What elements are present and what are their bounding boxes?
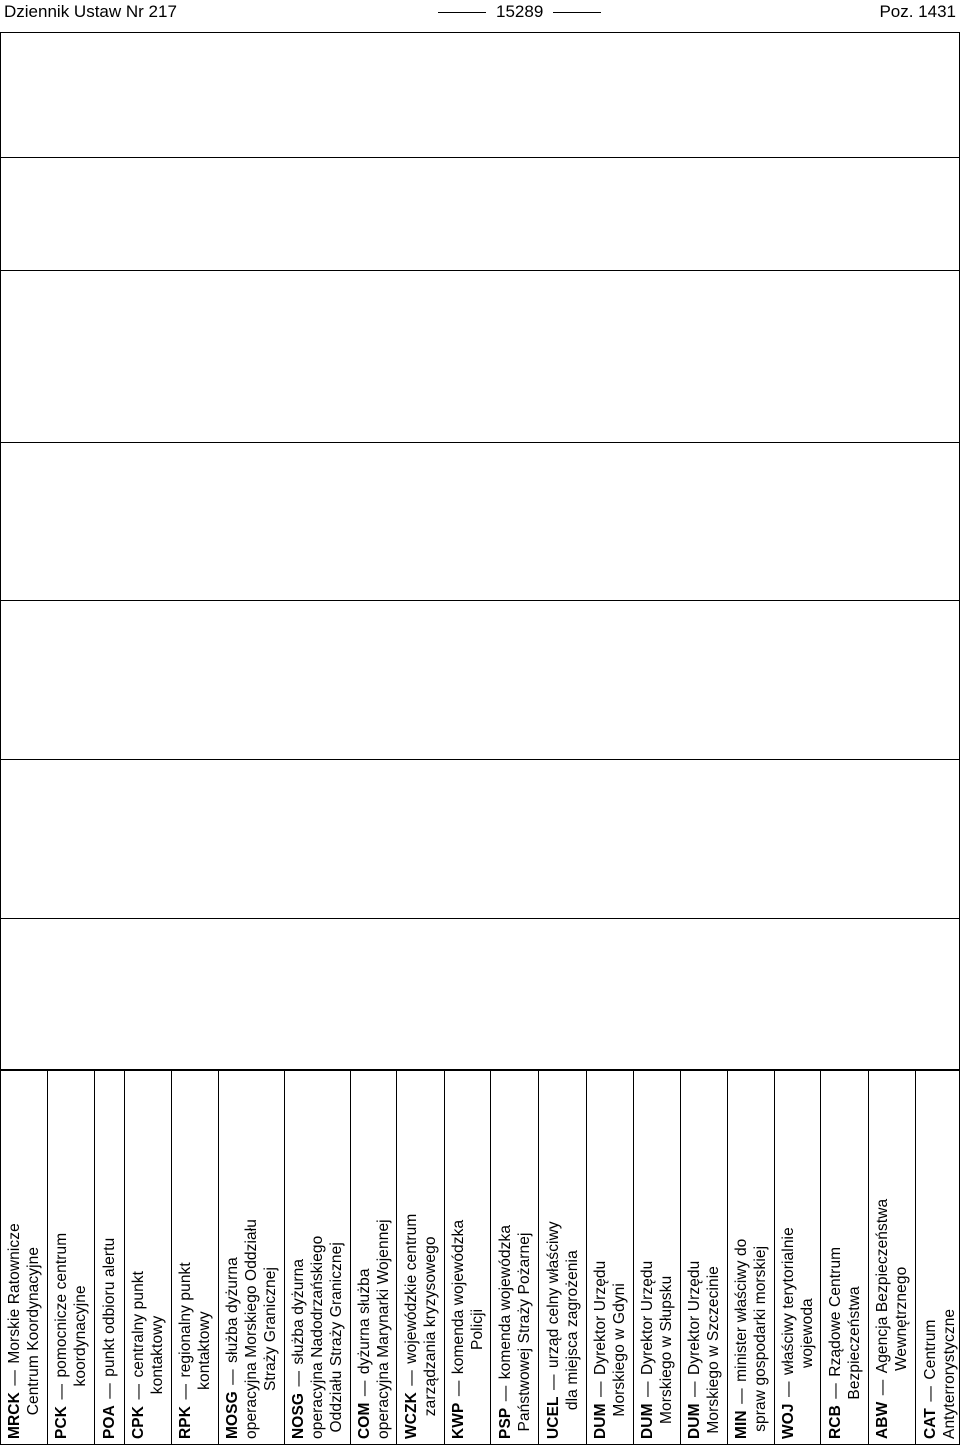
row-label bbox=[5, 1223, 43, 1439]
row-label bbox=[826, 1247, 864, 1439]
row-label bbox=[732, 1239, 770, 1439]
row-label bbox=[921, 1309, 959, 1439]
row-label bbox=[355, 1219, 393, 1439]
row-dash: — bbox=[449, 1376, 467, 1401]
row-dash: — bbox=[921, 1381, 939, 1406]
table-row bbox=[351, 1070, 397, 1445]
row-abbreviation: ABW bbox=[874, 1401, 891, 1439]
row-description-continued: Morskiego w Słupsku bbox=[658, 1275, 675, 1424]
table-row bbox=[916, 1070, 960, 1445]
column-line bbox=[0, 600, 960, 601]
row-label bbox=[100, 1238, 119, 1439]
row-abbreviation: MRCK bbox=[5, 1392, 23, 1439]
row-description: Agencja Bezpieczeństwa bbox=[874, 1198, 891, 1374]
row-dash: — bbox=[130, 1379, 147, 1404]
row-abbreviation: MOSG bbox=[224, 1391, 241, 1439]
journal-title: Dziennik Ustaw Nr 217 bbox=[4, 2, 177, 21]
row-dash: — bbox=[53, 1379, 70, 1404]
row-abbreviation: CAT bbox=[921, 1407, 939, 1439]
row-description: komenda wojewódzka bbox=[449, 1219, 467, 1375]
column-line bbox=[0, 157, 960, 158]
table-row bbox=[728, 1070, 775, 1445]
row-description-continued: Bezpieczeństwa bbox=[845, 1286, 863, 1400]
table-row bbox=[539, 1070, 587, 1445]
page-header bbox=[0, 0, 960, 24]
row-label bbox=[873, 1199, 911, 1439]
row-description: komenda wojewódzka bbox=[496, 1224, 514, 1380]
row-label bbox=[685, 1261, 723, 1439]
row-description: minister właściwy do bbox=[733, 1238, 750, 1382]
row-abbreviation: DUM bbox=[639, 1403, 656, 1439]
table-row bbox=[125, 1070, 172, 1445]
table-row bbox=[681, 1070, 728, 1445]
row-abbreviation: MIN bbox=[733, 1410, 750, 1439]
table-row bbox=[821, 1070, 869, 1445]
row-abbreviation: RCB bbox=[826, 1405, 844, 1439]
row-dash: — bbox=[496, 1381, 514, 1406]
table-row bbox=[219, 1070, 285, 1445]
row-label bbox=[496, 1225, 534, 1439]
row-dash: — bbox=[826, 1378, 844, 1404]
row-dash: — bbox=[177, 1379, 194, 1404]
row-description-continued: Państwowej Straży Pożarnej bbox=[515, 1232, 533, 1432]
row-abbreviation: PCK bbox=[53, 1405, 70, 1439]
row-description: urząd celny właściwy bbox=[544, 1221, 562, 1368]
row-dash: — bbox=[224, 1364, 241, 1390]
row-description-continued: Morskiego w Gdyni bbox=[611, 1283, 628, 1417]
row-description-continued: zarządzania kryzysowego bbox=[421, 1236, 439, 1417]
row-description: pomocnicze centrum bbox=[53, 1232, 70, 1378]
row-description-continued: Straży Granicznej bbox=[262, 1266, 279, 1392]
row-label bbox=[544, 1221, 582, 1439]
table-row bbox=[397, 1070, 445, 1445]
label-column bbox=[0, 1070, 960, 1445]
row-label bbox=[402, 1214, 440, 1439]
row-dash: — bbox=[779, 1376, 797, 1402]
row-abbreviation: PSP bbox=[496, 1407, 514, 1439]
row-description: Dyrektor Urzędu bbox=[686, 1260, 703, 1375]
row-description-continued: operacyjna Morskiego Oddziału bbox=[243, 1218, 260, 1439]
table-row bbox=[0, 1070, 48, 1445]
table-row bbox=[95, 1070, 125, 1445]
row-label bbox=[779, 1227, 817, 1439]
row-description: właściwy terytorialnie bbox=[779, 1227, 797, 1375]
column-line bbox=[0, 918, 960, 919]
table-row bbox=[285, 1070, 351, 1445]
row-abbreviation: KWP bbox=[449, 1402, 467, 1439]
row-abbreviation: WCZK bbox=[402, 1392, 420, 1439]
row-description: regionalny punkt bbox=[177, 1262, 194, 1378]
row-label bbox=[129, 1271, 167, 1439]
table-row bbox=[587, 1070, 634, 1445]
row-abbreviation: WOJ bbox=[779, 1403, 797, 1439]
row-abbreviation: DUM bbox=[686, 1403, 703, 1439]
row-description: służba dyżurna bbox=[290, 1258, 307, 1365]
page-number bbox=[428, 2, 611, 22]
row-label bbox=[638, 1261, 676, 1439]
row-description-continued: Wewnętrznego bbox=[893, 1266, 910, 1372]
row-label bbox=[223, 1219, 280, 1439]
row-description: Dyrektor Urzędu bbox=[639, 1260, 656, 1375]
row-description: Dyrektor Urzędu bbox=[592, 1260, 609, 1375]
table-row bbox=[775, 1070, 821, 1445]
table-row bbox=[445, 1070, 491, 1445]
row-abbreviation: CPK bbox=[130, 1405, 147, 1439]
row-abbreviation: DUM bbox=[592, 1403, 609, 1439]
table-row bbox=[491, 1070, 539, 1445]
table-frame bbox=[0, 32, 960, 1448]
dash-right bbox=[553, 12, 601, 13]
row-abbreviation: POA bbox=[101, 1405, 118, 1439]
row-description-continued: koordynacyjne bbox=[72, 1285, 89, 1387]
row-description-continued: Antyterrorystyczne bbox=[940, 1308, 958, 1439]
row-description-continued: kontaktowy bbox=[149, 1315, 166, 1395]
row-dash: — bbox=[686, 1376, 703, 1402]
row-dash: — bbox=[639, 1376, 656, 1402]
row-label bbox=[52, 1233, 90, 1439]
dash-left bbox=[438, 12, 486, 13]
column-line bbox=[0, 270, 960, 271]
row-dash: — bbox=[5, 1365, 23, 1391]
page-number-text: 15289 bbox=[496, 2, 544, 21]
row-abbreviation: UCEL bbox=[544, 1396, 562, 1439]
row-description: centralny punkt bbox=[130, 1270, 147, 1378]
column-line bbox=[0, 759, 960, 760]
table-row bbox=[634, 1070, 681, 1445]
table-row bbox=[48, 1070, 95, 1445]
row-description: służba dyżurna bbox=[224, 1257, 241, 1363]
table-row bbox=[172, 1070, 219, 1445]
row-description-continued: Centrum Koordynacyjne bbox=[24, 1246, 42, 1416]
row-description-continued: dla miejsca zagrożenia bbox=[563, 1250, 581, 1411]
row-description-continued: wojewoda bbox=[798, 1298, 816, 1368]
row-description: punkt odbioru alertu bbox=[101, 1237, 118, 1377]
row-label bbox=[449, 1220, 487, 1439]
row-description: Morskie Ratownicze bbox=[5, 1223, 23, 1364]
row-description: Centrum bbox=[921, 1319, 939, 1380]
row-description: wojewódzkie centrum bbox=[402, 1213, 420, 1364]
row-description-continued: Morskiego w Szczecinie bbox=[705, 1266, 722, 1434]
row-dash: — bbox=[101, 1378, 118, 1404]
position-number: Poz. 1431 bbox=[879, 2, 956, 21]
row-dash: — bbox=[402, 1365, 420, 1391]
row-description-continued: operacyjna Marynarki Wojennej bbox=[374, 1219, 392, 1439]
row-dash: — bbox=[355, 1376, 373, 1401]
table-row bbox=[869, 1070, 916, 1445]
rotated-table bbox=[0, 32, 960, 1445]
row-description-continued: Oddziału Straży Granicznej bbox=[328, 1242, 345, 1433]
column-line bbox=[0, 442, 960, 443]
row-dash: — bbox=[874, 1375, 891, 1400]
row-description: dyżurna służba bbox=[355, 1268, 373, 1375]
row-abbreviation: NOSG bbox=[290, 1392, 307, 1439]
row-dash: — bbox=[290, 1366, 307, 1391]
row-description: Rządowe Centrum bbox=[826, 1246, 844, 1377]
row-abbreviation: COM bbox=[355, 1402, 373, 1439]
row-dash: — bbox=[592, 1376, 609, 1402]
row-description-continued: operacyjna Nadodrzańskiego bbox=[309, 1235, 326, 1439]
row-description-continued: Policji bbox=[468, 1308, 486, 1350]
row-dash: — bbox=[733, 1383, 750, 1409]
row-description-continued: kontaktowy bbox=[196, 1311, 213, 1390]
row-description-continued: spraw gospodarki morskiej bbox=[752, 1245, 769, 1432]
row-label bbox=[289, 1236, 346, 1439]
row-label bbox=[591, 1261, 629, 1439]
row-abbreviation: RPK bbox=[177, 1405, 194, 1439]
row-label bbox=[176, 1262, 214, 1439]
row-dash: — bbox=[544, 1369, 562, 1395]
